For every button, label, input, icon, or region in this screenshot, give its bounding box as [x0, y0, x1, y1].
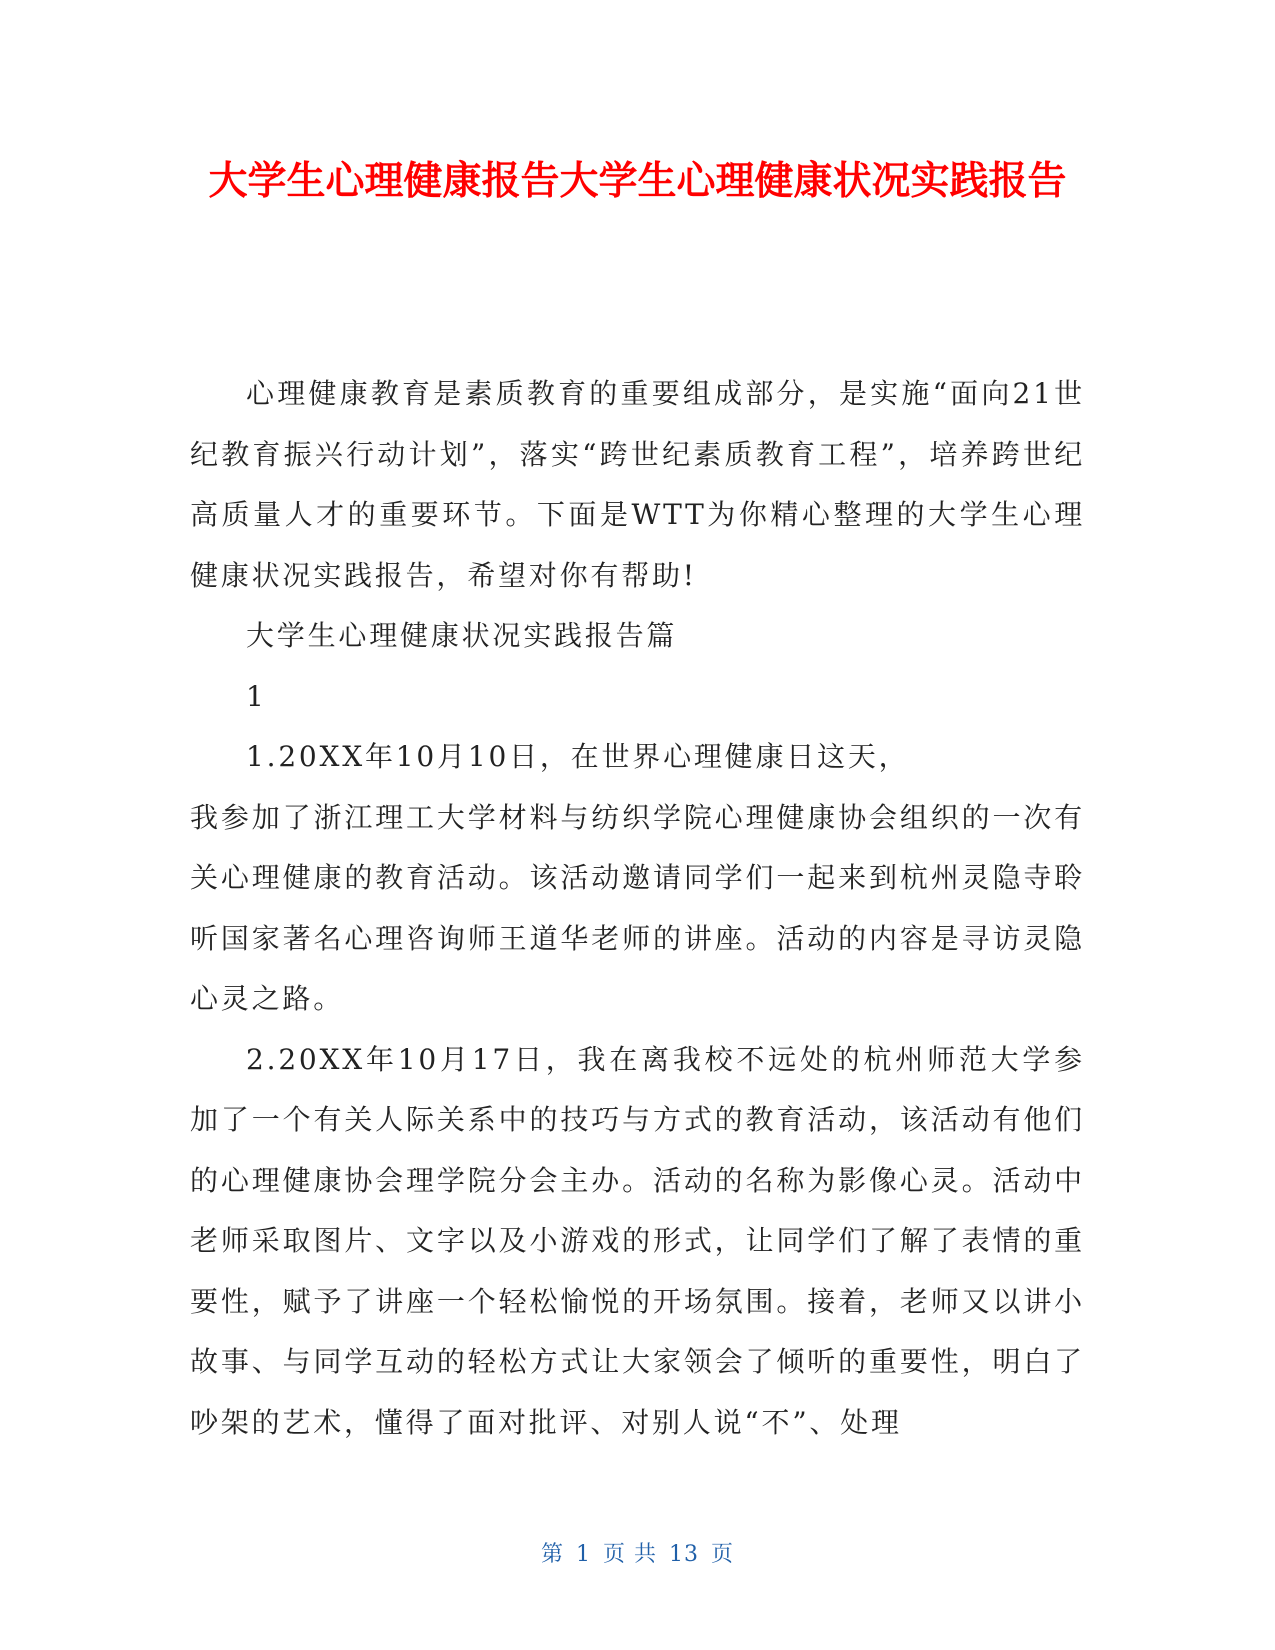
- paragraph-item-1-body: 我参加了浙江理工大学材料与纺织学院心理健康协会组织的一次有关心理健康的教育活动。该活动邀请同学们一起来到杭州灵隐寺聆听国家著名心理咨询师王道华老师的讲座。活动的内容是寻访灵隐心灵之路。: [190, 800, 1085, 1015]
- footer-total-pages: 13: [669, 1542, 699, 1567]
- document-body: [190, 364, 1085, 1453]
- footer-middle: 页 共: [603, 1542, 657, 1567]
- footer-current-page: 1: [576, 1542, 591, 1567]
- footer-suffix: 页: [711, 1542, 735, 1567]
- paragraph-intro: 心理健康教育是素质教育的重要组成部分，是实施“面向21世纪教育振兴行动计划”，落实“跨世纪素质教育工程”，培养跨世纪高质量人才的重要环节。下面是WTT为你精心整理的大学生心理健康状况实践报告，希望对你有帮助!: [190, 377, 1085, 592]
- footer-prefix: 第: [540, 1542, 564, 1567]
- page-footer: [0, 1540, 1275, 1570]
- paragraph-section-heading: 大学生心理健康状况实践报告篇: [246, 619, 678, 652]
- document-title: 大学生心理健康报告大学生心理健康状况实践报告: [208, 159, 1067, 204]
- paragraph-section-number: 1: [246, 679, 267, 713]
- paragraph-item-1-date: 1.20XX年10月10日，在世界心理健康日这天，: [246, 740, 910, 773]
- paragraph-item-2: 2.20XX年10月17日，我在离我校不远处的杭州师范大学参加了一个有关人际关系中的技巧与方式的教育活动，该活动有他们的心理健康协会理学院分会主办。活动的名称为影像心灵。活动中老师采取图片、文字以及小游戏的形式，让同学们了解了表情的重要性，赋予了讲座一个轻松愉悦的开场氛围。接着，老师又以讲小故事、与同学互动的轻松方式让大家领会了倾听的重要性，明白了吵架的艺术，懂得了面对批评、对别人说“不”、处理: [190, 1042, 1085, 1439]
